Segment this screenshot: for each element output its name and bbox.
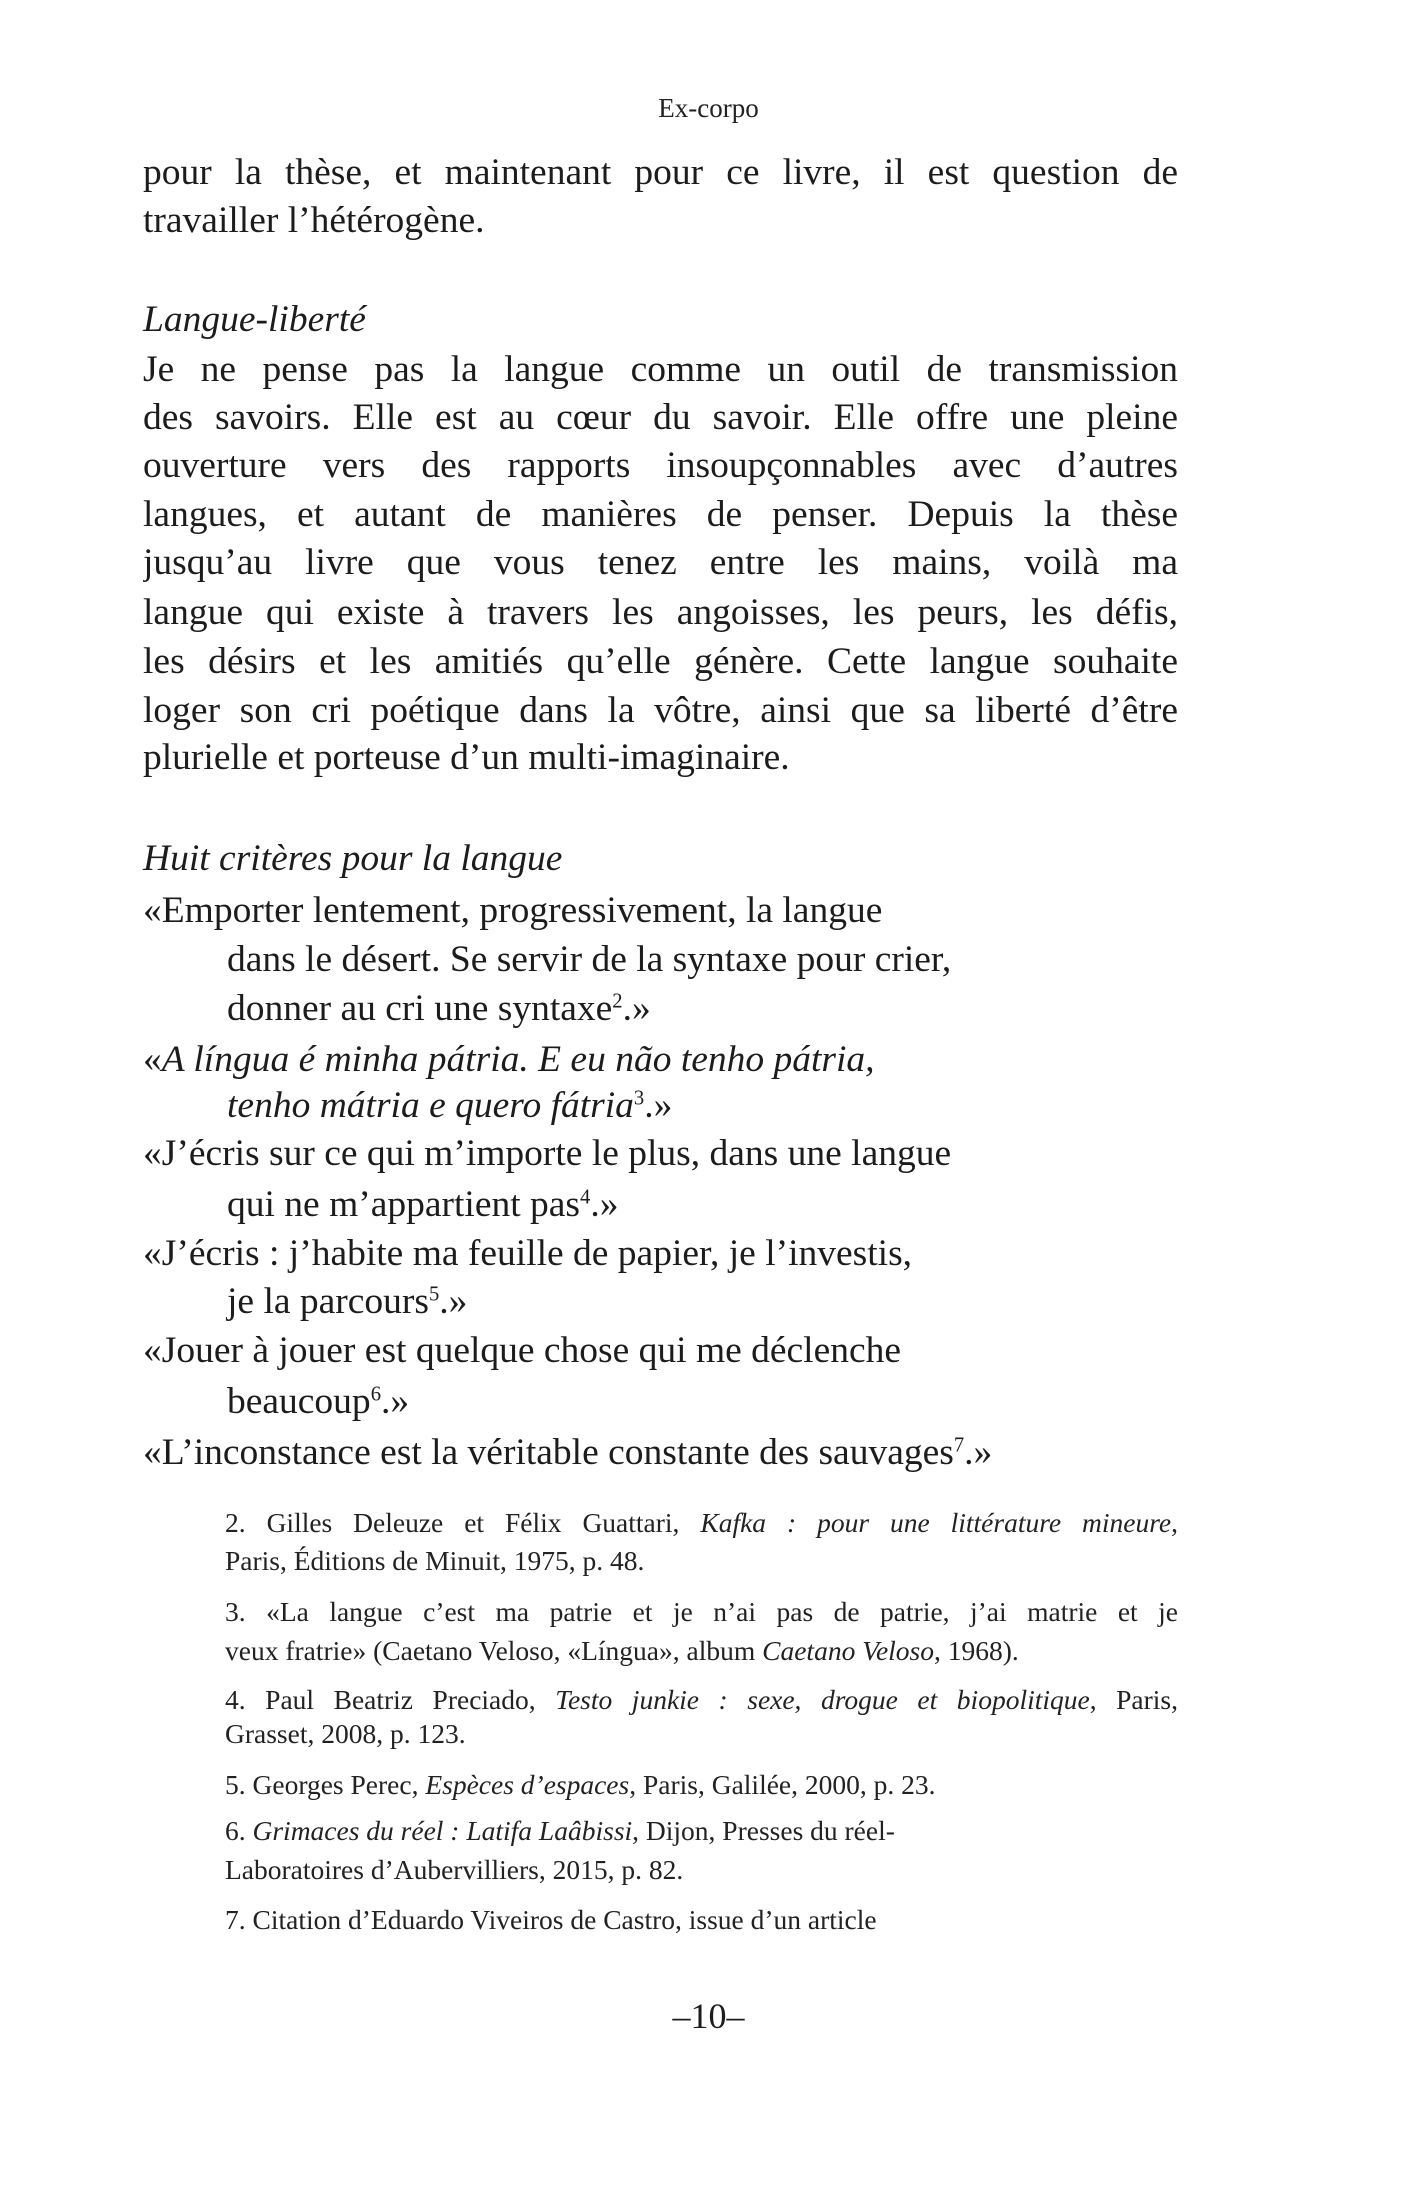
quote-text: beaucoup bbox=[227, 1381, 371, 1422]
footnote-3 bbox=[225, 1593, 1178, 1631]
work-title: Testo junkie : sexe, drogue et biopolitique bbox=[555, 1684, 1090, 1715]
footnote-text: veux fratrie» (Caetano Veloso, «Língua», album bbox=[225, 1635, 763, 1666]
close-guillemet: .» bbox=[622, 988, 651, 1029]
page-number: –10– bbox=[672, 1996, 745, 2036]
section-heading-langue-liberte: Langue-liberté bbox=[143, 299, 366, 340]
quote-line bbox=[143, 887, 1178, 935]
footnote-2-cont: Paris, Éditions de Minuit, 1975, p. 48. bbox=[225, 1545, 645, 1576]
footnote-7 bbox=[225, 1901, 1178, 1939]
footnote-text: Citation d’Eduardo Viveiros de Castro, issue d’un article bbox=[252, 1904, 877, 1935]
footnote-text: , bbox=[1171, 1507, 1178, 1538]
body-line: plurielle et porteuse d’un multi-imaginaire. bbox=[143, 737, 790, 778]
footnote-text: , Paris, bbox=[1089, 1684, 1178, 1715]
body-line: jusqu’au livre que vous tenez entre les mains, voilà ma bbox=[143, 542, 1178, 583]
footnote-text: Gilles Deleuze et Félix Guattari, bbox=[266, 1507, 701, 1538]
quote-line bbox=[227, 985, 1178, 1033]
work-title: Espèces d’espaces bbox=[425, 1769, 630, 1800]
open-guillemet: « bbox=[143, 1133, 162, 1174]
body-line: les désirs et les amitiés qu’elle génère. Cette langue souhaite bbox=[143, 641, 1178, 682]
open-guillemet: « bbox=[143, 1330, 162, 1371]
footnote-2 bbox=[225, 1504, 1178, 1542]
footnote-ref-5[interactable]: 5 bbox=[428, 1283, 440, 1306]
quote-line bbox=[143, 1327, 1178, 1375]
body-line: Je ne pense pas la langue comme un outil de transmission bbox=[143, 349, 1178, 390]
work-title: Kafka : pour une littérature mineure bbox=[700, 1507, 1172, 1538]
footnote-text: Georges Perec, bbox=[252, 1769, 426, 1800]
open-guillemet: « bbox=[143, 1432, 162, 1473]
quote-text: Emporter lentement, progressivement, la langue bbox=[161, 890, 883, 931]
footnote-3-cont bbox=[225, 1632, 1178, 1670]
footnote-ref-6[interactable]: 6 bbox=[370, 1383, 381, 1406]
quote-line: dans le désert. Se servir de la syntaxe pour crier, bbox=[227, 939, 952, 980]
quote-line bbox=[227, 1181, 1178, 1229]
footnote-text: Paul Beatriz Preciado, bbox=[265, 1684, 556, 1715]
footnote-ref-3[interactable]: 3 bbox=[633, 1087, 645, 1110]
quote-line bbox=[227, 1278, 1178, 1326]
open-guillemet: « bbox=[143, 1039, 162, 1080]
footnote-number: 4. bbox=[225, 1684, 246, 1715]
quote-line bbox=[143, 1230, 1178, 1278]
quote-text: donner au cri une syntaxe bbox=[227, 988, 613, 1029]
footnote-4 bbox=[225, 1681, 1178, 1719]
body-line: langues, et autant de manières de penser. Depuis la thèse bbox=[143, 494, 1178, 535]
running-head: Ex-corpo bbox=[658, 93, 759, 123]
quote-text: tenho mátria e quero fátria bbox=[227, 1085, 634, 1126]
body-line: ouverture vers des rapports insoupçonnables avec d’autres bbox=[143, 445, 1178, 486]
body-line: loger son cri poétique dans la vôtre, ainsi que sa liberté d’être bbox=[143, 690, 1178, 731]
quote-line bbox=[143, 1429, 1178, 1477]
footnote-number: 7. bbox=[225, 1904, 246, 1935]
body-line: travailler l’hétérogène. bbox=[143, 200, 485, 241]
footnote-6-cont: Laboratoires d’Aubervilliers, 2015, p. 82. bbox=[225, 1854, 684, 1885]
footnote-number: 6. bbox=[225, 1815, 246, 1846]
footnote-ref-4[interactable]: 4 bbox=[580, 1186, 591, 1209]
body-line: langue qui existe à travers les angoisses, les peurs, les défis, bbox=[143, 592, 1178, 633]
quote-text: je la parcours bbox=[227, 1281, 429, 1322]
quote-text: A língua é minha pátria. E eu não tenho pátria, bbox=[161, 1039, 875, 1080]
close-guillemet: .» bbox=[381, 1381, 410, 1422]
quote-text: qui ne m’appartient pas bbox=[227, 1184, 581, 1225]
quote-line bbox=[143, 1036, 1178, 1084]
footnote-ref-7[interactable]: 7 bbox=[953, 1434, 965, 1457]
section-heading-huit-criteres: Huit critères pour la langue bbox=[143, 838, 563, 879]
footnote-6 bbox=[225, 1812, 1178, 1850]
work-title: Caetano Veloso bbox=[762, 1635, 934, 1666]
footnote-4-cont: Grasset, 2008, p. 123. bbox=[225, 1718, 466, 1749]
footnote-text: , Dijon, Presses du réel- bbox=[632, 1815, 895, 1846]
footnote-number: 3. bbox=[225, 1596, 246, 1627]
close-guillemet: .» bbox=[590, 1184, 619, 1225]
close-guillemet: .» bbox=[439, 1281, 468, 1322]
close-guillemet: .» bbox=[644, 1085, 673, 1126]
quote-text: L’inconstance est la véritable constante des sauvages bbox=[161, 1432, 954, 1473]
quote-text: J’écris sur ce qui m’importe le plus, dans une langue bbox=[161, 1133, 952, 1174]
footnote-text: , 1968). bbox=[934, 1635, 1019, 1666]
quote-text: J’écris : j’habite ma feuille de papier, je l’investis, bbox=[161, 1233, 913, 1274]
body-line: des savoirs. Elle est au cœur du savoir. Elle offre une pleine bbox=[143, 397, 1178, 438]
footnote-number: 5. bbox=[225, 1769, 246, 1800]
quote-line bbox=[143, 1130, 1178, 1178]
footnote-5 bbox=[225, 1766, 1178, 1804]
work-title: Grimaces du réel : Latifa Laâbissi bbox=[252, 1815, 633, 1846]
footnote-text: «La langue c’est ma patrie et je n’ai pas de patrie, j’ai matrie et je bbox=[266, 1596, 1178, 1627]
close-guillemet: .» bbox=[964, 1432, 993, 1473]
quote-line bbox=[227, 1082, 1178, 1130]
quote-line bbox=[227, 1378, 1178, 1426]
body-line: pour la thèse, et maintenant pour ce livre, il est question de bbox=[143, 152, 1178, 193]
open-guillemet: « bbox=[143, 1233, 162, 1274]
open-guillemet: « bbox=[143, 890, 162, 931]
footnote-number: 2. bbox=[225, 1507, 246, 1538]
quote-text: Jouer à jouer est quelque chose qui me déclenche bbox=[161, 1330, 902, 1371]
footnote-ref-2[interactable]: 2 bbox=[612, 990, 623, 1013]
footnote-text: , Paris, Galilée, 2000, p. 23. bbox=[629, 1769, 936, 1800]
